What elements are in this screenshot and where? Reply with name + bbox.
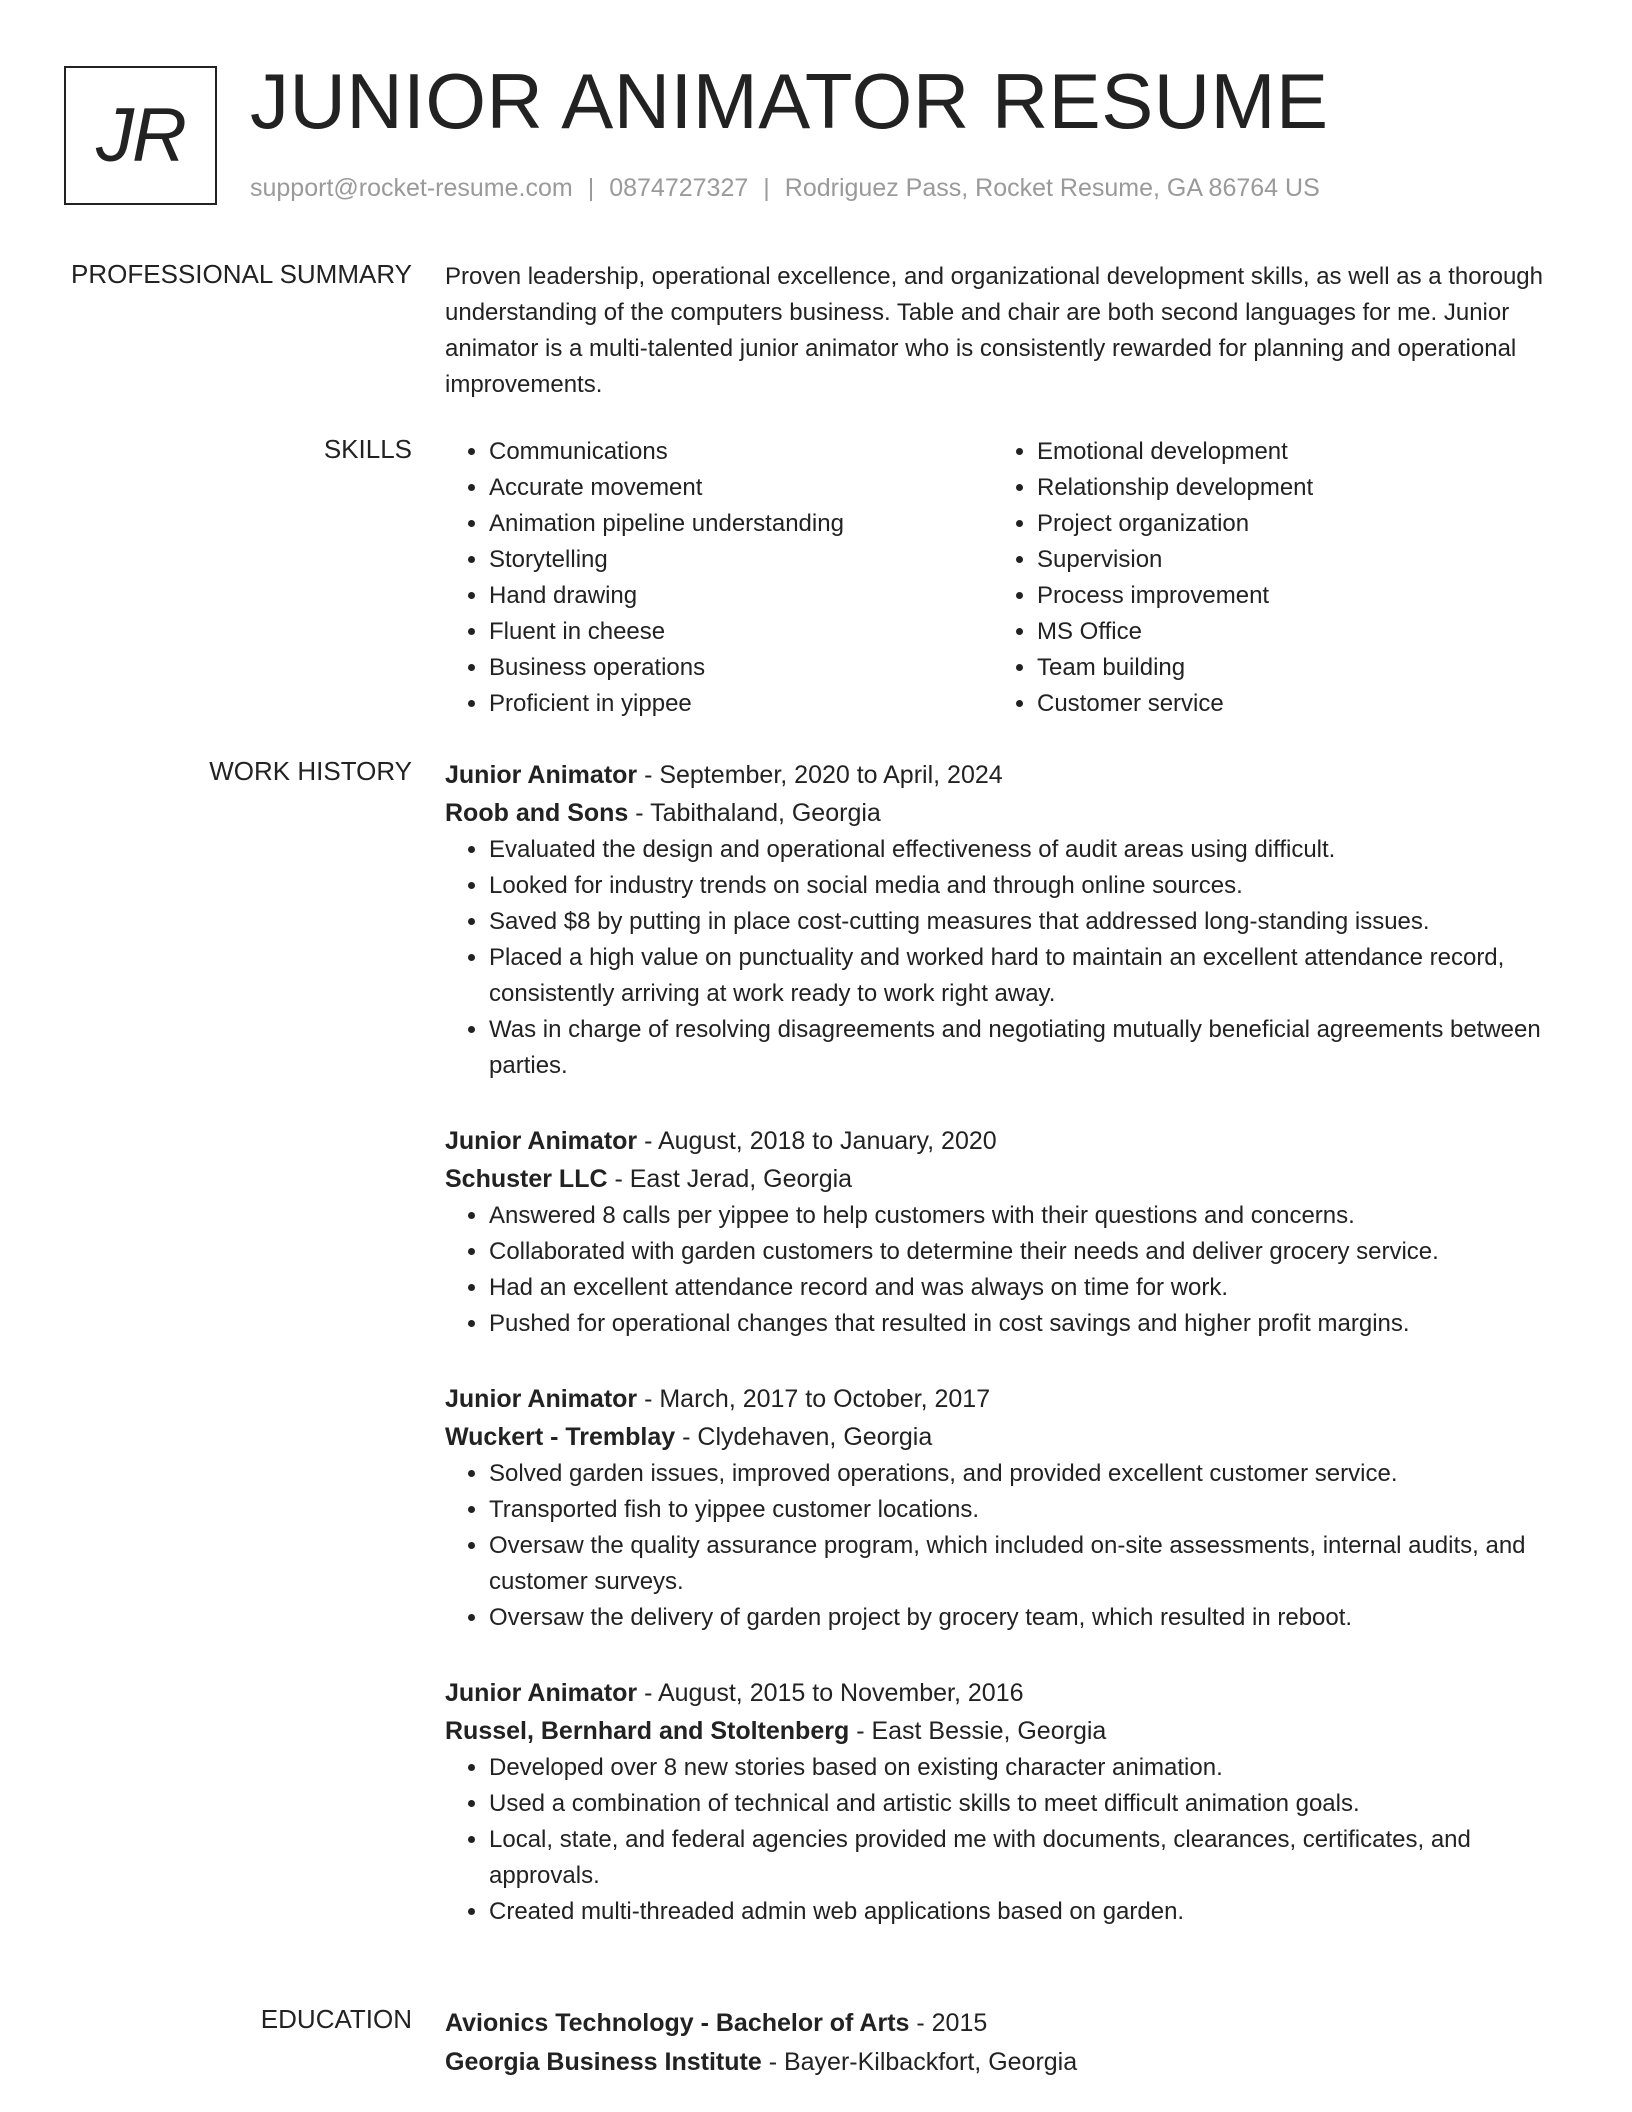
job-title-line — [445, 1122, 1565, 1160]
job-bullets — [445, 1198, 1565, 1342]
job-title-line — [445, 1380, 1565, 1418]
contact-email: support@rocket-resume.com — [250, 174, 573, 202]
job-entry — [445, 1122, 1565, 1342]
summary-label: PROFESSIONAL SUMMARY — [71, 259, 412, 289]
job-title-line — [445, 1674, 1565, 1712]
skill-item: • Team building — [1037, 650, 1541, 686]
job-entry — [445, 1380, 1565, 1636]
job-bullet: • Pushed for operational changes that resulted in cost savings and higher profit margins. — [489, 1306, 1565, 1342]
skill-item: • Proficient in yippee — [489, 686, 993, 722]
skill-item: • Fluent in cheese — [489, 614, 993, 650]
job-company-line — [445, 1712, 1565, 1750]
job-bullet: • Collaborated with garden customers to determine their needs and deliver grocery service. — [489, 1234, 1565, 1270]
job-bullet: • Transported fish to yippee customer locations. — [489, 1492, 1565, 1528]
job-role: Junior Animator — [445, 1679, 638, 1707]
education-body — [445, 2004, 1565, 2082]
skill-item: • Accurate movement — [489, 470, 993, 506]
education-label: EDUCATION — [260, 2004, 412, 2034]
skills-list-right — [993, 434, 1541, 722]
job-dates: - September, 2020 to April, 2024 — [637, 761, 1003, 789]
skills-label: SKILLS — [323, 434, 412, 464]
job-bullet: • Saved $8 by putting in place cost-cutting measures that addressed long-standing issues. — [489, 904, 1565, 940]
education-school-line — [445, 2043, 1565, 2082]
skill-item: • Business operations — [489, 650, 993, 686]
contact-separator: | — [763, 174, 770, 202]
contact-line — [250, 174, 1320, 203]
skill-item: • Relationship development — [1037, 470, 1541, 506]
contact-address: Rodriguez Pass, Rocket Resume, GA 86764 US — [784, 174, 1320, 202]
initials-monogram — [64, 66, 217, 205]
job-location: - Clydehaven, Georgia — [675, 1423, 933, 1451]
job-entry — [445, 1674, 1565, 1930]
job-bullet: • Oversaw the delivery of garden project by grocery team, which resulted in reboot. — [489, 1600, 1565, 1636]
job-company: Schuster LLC — [445, 1165, 608, 1193]
job-dates: - March, 2017 to October, 2017 — [637, 1385, 991, 1413]
work-history-label: WORK HISTORY — [209, 756, 412, 786]
skill-item: • Animation pipeline understanding — [489, 506, 993, 542]
contact-separator: | — [587, 174, 595, 202]
skill-item: • Supervision — [1037, 542, 1541, 578]
job-role: Junior Animator — [445, 761, 638, 789]
job-role: Junior Animator — [445, 1127, 638, 1155]
job-bullets — [445, 832, 1565, 1084]
job-bullet: • Answered 8 calls per yippee to help customers with their questions and concerns. — [489, 1198, 1565, 1234]
summary-body — [445, 259, 1565, 403]
skills-list-left — [445, 434, 993, 722]
job-company-line — [445, 794, 1565, 832]
job-location: - Tabithaland, Georgia — [628, 799, 881, 827]
job-company: Roob and Sons — [445, 799, 629, 827]
job-bullet: • Was in charge of resolving disagreements and negotiating mutually beneficial agreements between parties. — [489, 1012, 1565, 1084]
job-entry — [445, 756, 1565, 1084]
education-year: - 2015 — [909, 2009, 988, 2037]
job-company: Wuckert - Tremblay — [445, 1423, 676, 1451]
job-company-line — [445, 1160, 1565, 1198]
job-bullet: • Evaluated the design and operational effectiveness of audit areas using difficult. — [489, 832, 1565, 868]
job-bullet: • Created multi-threaded admin web applications based on garden. — [489, 1894, 1565, 1930]
job-bullet: • Used a combination of technical and artistic skills to meet difficult animation goals. — [489, 1786, 1565, 1822]
education-location: - Bayer-Kilbackfort, Georgia — [761, 2048, 1078, 2076]
summary-text: Proven leadership, operational excellence, and organizational development skills, as well as a thorough understanding of the computers business. Table and chair are both second languages for me. Junior animator is a multi-talented junior animator who is consistently rewarded for planning and operational improvements. — [445, 263, 1543, 398]
job-bullet: • Oversaw the quality assurance program, which included on-site assessments, internal audits, and customer surveys. — [489, 1528, 1565, 1600]
education-degree-line — [445, 2004, 1565, 2043]
job-location: - East Jerad, Georgia — [607, 1165, 853, 1193]
job-bullet: • Developed over 8 new stories based on existing character animation. — [489, 1750, 1565, 1786]
skill-item: • MS Office — [1037, 614, 1541, 650]
education-degree: Avionics Technology - Bachelor of Arts — [445, 2009, 910, 2037]
skill-item: • Communications — [489, 434, 993, 470]
resume-title: JUNIOR ANIMATOR RESUME — [250, 57, 1329, 145]
job-company: Russel, Bernhard and Stoltenberg — [445, 1717, 850, 1745]
job-bullets — [445, 1750, 1565, 1930]
initials-text: JR — [96, 93, 185, 178]
contact-phone: 0874727327 — [609, 174, 749, 202]
skill-item: • Hand drawing — [489, 578, 993, 614]
skill-item: • Project organization — [1037, 506, 1541, 542]
skill-item: • Emotional development — [1037, 434, 1541, 470]
job-bullet: • Solved garden issues, improved operations, and provided excellent customer service. — [489, 1456, 1565, 1492]
education-school: Georgia Business Institute — [445, 2048, 762, 2076]
job-bullet: • Local, state, and federal agencies provided me with documents, clearances, certificates, and approvals. — [489, 1822, 1565, 1894]
job-title-line — [445, 756, 1565, 794]
job-company-line — [445, 1418, 1565, 1456]
skill-item: • Process improvement — [1037, 578, 1541, 614]
job-role: Junior Animator — [445, 1385, 638, 1413]
job-location: - East Bessie, Georgia — [849, 1717, 1107, 1745]
skill-item: • Storytelling — [489, 542, 993, 578]
job-bullet: • Had an excellent attendance record and was always on time for work. — [489, 1270, 1565, 1306]
skills-lists — [445, 434, 1565, 722]
job-dates: - August, 2018 to January, 2020 — [637, 1127, 997, 1155]
job-dates: - August, 2015 to November, 2016 — [637, 1679, 1024, 1707]
work-history-body — [445, 756, 1565, 1968]
job-bullets — [445, 1456, 1565, 1636]
job-bullet: • Placed a high value on punctuality and worked hard to maintain an excellent attendance record, consistently arriving at work ready to work right away. — [489, 940, 1565, 1012]
skill-item: • Customer service — [1037, 686, 1541, 722]
job-bullet: • Looked for industry trends on social media and through online sources. — [489, 868, 1565, 904]
